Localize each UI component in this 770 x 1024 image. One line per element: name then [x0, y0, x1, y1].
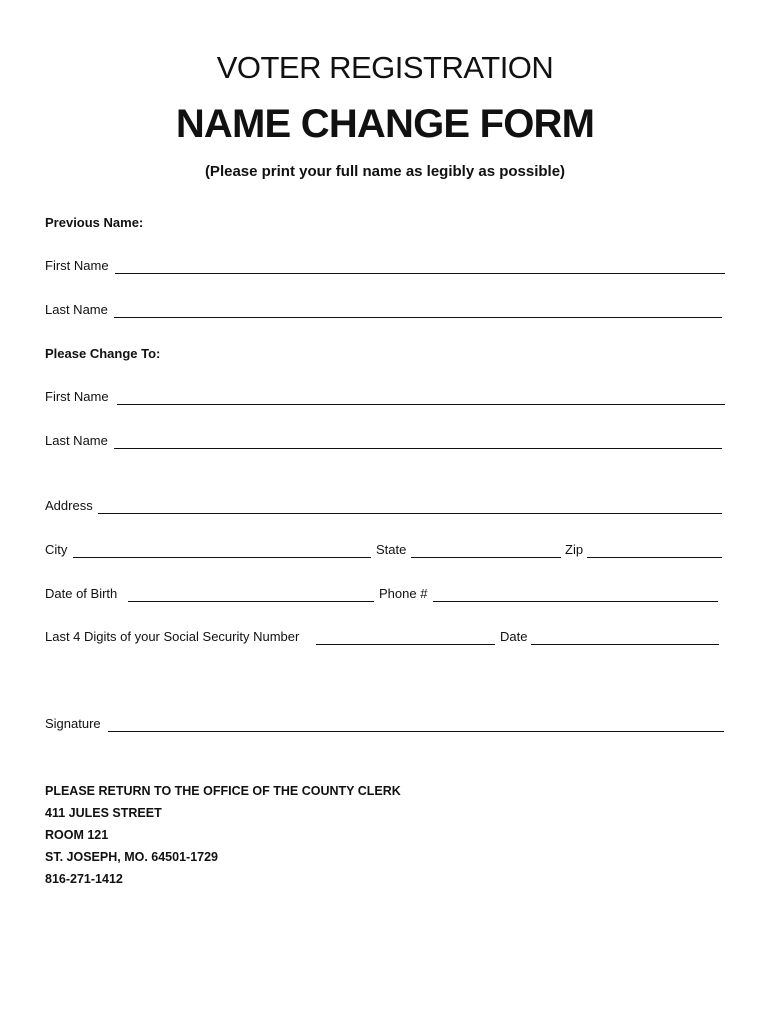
- return-instruction: PLEASE RETURN TO THE OFFICE OF THE COUNTY CLERK: [45, 784, 401, 798]
- previous-first-name-row: [45, 258, 725, 278]
- address-row: [45, 498, 725, 518]
- new-name-section-label: Please Change To:: [45, 346, 161, 361]
- previous-last-name-row: [45, 302, 725, 322]
- new-last-name-label: Last Name: [45, 433, 108, 448]
- date-label: Date: [500, 629, 528, 644]
- ssn-last4-field[interactable]: [316, 644, 495, 645]
- city-state-zip-row: [45, 542, 725, 562]
- signature-label: Signature: [45, 716, 101, 731]
- new-last-name-row: [45, 433, 725, 453]
- city-label: City: [45, 542, 68, 557]
- previous-name-section-label: Previous Name:: [45, 215, 144, 230]
- return-address-block: [45, 780, 401, 890]
- previous-first-name-field[interactable]: [115, 273, 725, 274]
- new-last-name-field[interactable]: [114, 448, 722, 449]
- dob-phone-row: [45, 586, 725, 606]
- state-label: State: [376, 542, 407, 557]
- date-field[interactable]: [531, 644, 719, 645]
- city-state-zip: ST. JOSEPH, MO. 64501-1729: [45, 850, 219, 864]
- city-field[interactable]: [73, 557, 371, 558]
- signature-field[interactable]: [108, 731, 724, 732]
- ssn-last4-label: Last 4 Digits of your Social Security Number: [45, 629, 300, 644]
- phone-number: 816-271-1412: [45, 872, 123, 886]
- form-title: VOTER REGISTRATION: [216, 50, 554, 85]
- new-first-name-label: First Name: [45, 389, 109, 404]
- phone-field[interactable]: [433, 601, 718, 602]
- room-number: ROOM 121: [45, 828, 109, 842]
- zip-field[interactable]: [587, 557, 722, 558]
- address-label: Address: [45, 498, 93, 513]
- new-first-name-row: [45, 389, 725, 409]
- zip-label: Zip: [565, 542, 584, 557]
- date-of-birth-field[interactable]: [128, 601, 374, 602]
- street-address: 411 JULES STREET: [45, 806, 162, 820]
- form-heading: NAME CHANGE FORM: [175, 102, 595, 146]
- previous-last-name-field[interactable]: [114, 317, 722, 318]
- form-instructions: (Please print your full name as legibly as possible): [204, 163, 566, 180]
- previous-last-name-label: Last Name: [45, 302, 108, 317]
- previous-first-name-label: First Name: [45, 258, 109, 273]
- signature-row: [45, 716, 725, 736]
- address-field[interactable]: [98, 513, 722, 514]
- ssn-date-row: [45, 629, 725, 649]
- new-first-name-field[interactable]: [117, 404, 725, 405]
- phone-label: Phone #: [379, 586, 428, 601]
- state-field[interactable]: [411, 557, 561, 558]
- date-of-birth-label: Date of Birth: [45, 586, 118, 601]
